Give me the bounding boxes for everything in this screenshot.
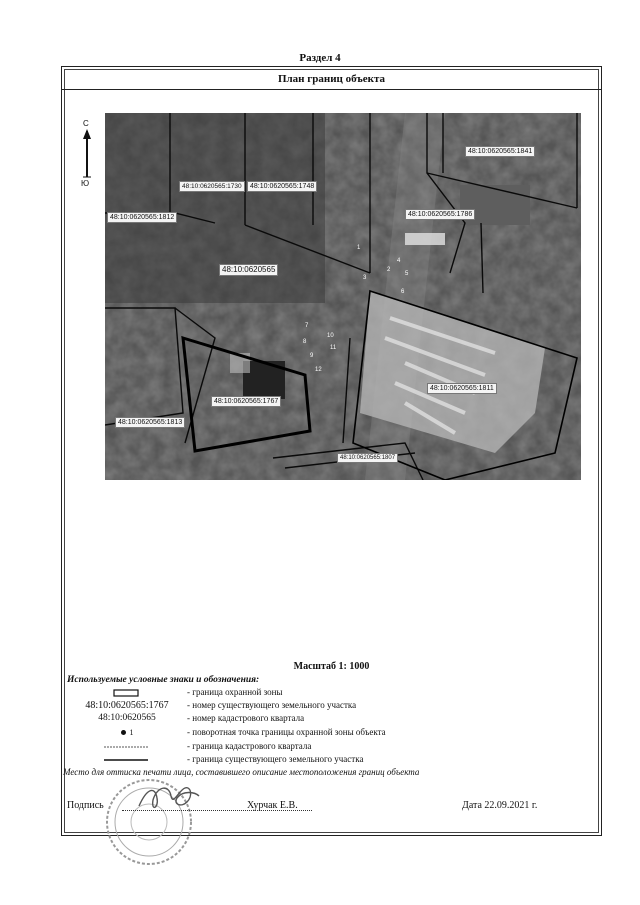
parcel-label-1811: 48:10:0620565:1811 (427, 383, 497, 394)
legend-item-turning-point (67, 727, 587, 740)
parcel-label-1813: 48:10:0620565:1813 (115, 417, 185, 428)
aerial-map[interactable] (105, 113, 581, 480)
protection-zone-symbol (67, 687, 187, 700)
turning-point: 6 (401, 289, 405, 295)
legend-title: Используемые условные знаки и обозначения: (67, 675, 260, 685)
legend-text: - номер существующего земельного участка (187, 700, 357, 710)
turning-point: 7 (305, 323, 309, 329)
legend-item-parcel-boundary (67, 754, 587, 767)
legend-item-quarter-boundary (67, 741, 587, 754)
signature-date: Дата 22.09.2021 г. (462, 800, 538, 811)
legend-text: - граница существующего земельного участка (187, 754, 364, 764)
turning-point: 2 (387, 267, 391, 273)
legend-item-protection-zone (67, 687, 587, 700)
plan-title: План границ объекта (277, 73, 386, 85)
south-label: Ю (81, 179, 90, 188)
turning-point: 12 (315, 367, 322, 373)
stamp-place-note: Место для оттиска печати лица, составившего описание местоположения границ объекта (63, 767, 420, 777)
point-dot-icon (121, 730, 126, 735)
legend-item-parcel-number (67, 700, 587, 713)
turning-point: 1 (357, 245, 361, 251)
parcel-label-1767: 48:10:0620565:1767 (211, 396, 281, 407)
legend-symbol-text: 48:10:0620565:1767 (85, 700, 169, 711)
title-divider (61, 89, 602, 90)
parcel-label-1807: 48:10:0620565:1807 (337, 453, 398, 463)
legend-text: - граница охранной зоны (187, 687, 283, 697)
legend-item-quarter-number (67, 713, 587, 726)
signer-name: Хурчак Е.В. (247, 800, 298, 811)
signature-label: Подпись (67, 800, 104, 811)
legend-text: - номер кадастрового квартала (187, 713, 305, 723)
turning-point-symbol (67, 727, 187, 737)
quarter-boundary-symbol (67, 741, 187, 753)
section-heading: Раздел 4 (299, 52, 341, 64)
handwritten-signature (133, 778, 203, 818)
north-label: С (83, 119, 89, 128)
parcel-label-1841: 48:10:0620565:1841 (465, 146, 535, 157)
parcel-label-1812: 48:10:0620565:1812 (107, 212, 177, 223)
turning-point: 5 (405, 271, 409, 277)
parcel-label-1786: 48:10:0620565:1786 (405, 209, 475, 220)
legend-symbol-text: 1 (129, 728, 134, 737)
turning-point: 8 (303, 339, 307, 345)
turning-point: 4 (397, 258, 401, 264)
parcel-label-1748: 48:10:0620565:1748 (247, 181, 317, 192)
turning-point: 11 (330, 345, 337, 351)
parcel-label-1730: 48:10:0620565:1730 (179, 181, 245, 192)
turning-point: 3 (363, 275, 367, 281)
parcel-boundary-symbol (67, 754, 187, 766)
quarter-label: 48:10:0620565 (219, 264, 278, 276)
north-arrow (78, 119, 98, 199)
legend-text: - граница кадастрового квартала (187, 741, 312, 751)
legend-symbol-text: 48:10:0620565 (98, 713, 156, 723)
turning-point: 10 (327, 333, 334, 339)
map-scale: Масштаб 1: 1000 (293, 661, 370, 672)
turning-point: 9 (310, 353, 314, 359)
legend-text: - поворотная точка границы охранной зоны объекта (187, 727, 386, 737)
